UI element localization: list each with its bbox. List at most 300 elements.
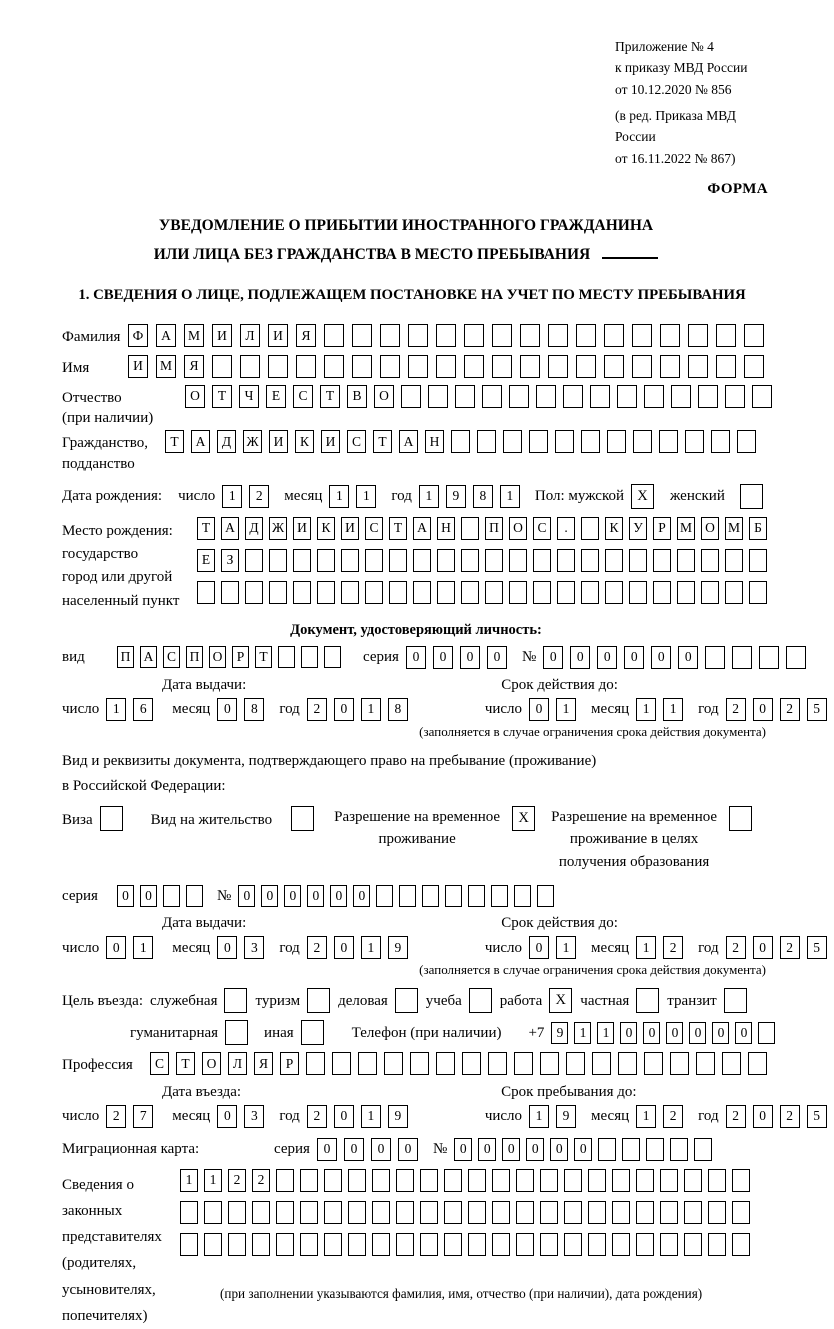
- char-box[interactable]: [324, 1233, 342, 1256]
- char-box[interactable]: Ф: [128, 324, 148, 347]
- char-box[interactable]: [659, 430, 678, 453]
- birthplace-row-2[interactable]: [197, 549, 773, 572]
- char-box[interactable]: 2: [780, 698, 800, 721]
- char-box[interactable]: Ж: [269, 517, 287, 540]
- char-box[interactable]: Д: [245, 517, 263, 540]
- char-box[interactable]: [557, 549, 575, 572]
- char-box[interactable]: [492, 1169, 510, 1192]
- char-box[interactable]: К: [317, 517, 335, 540]
- profession-boxes[interactable]: [150, 1052, 774, 1075]
- char-box[interactable]: [607, 430, 626, 453]
- char-box[interactable]: 2: [726, 1105, 746, 1128]
- char-box[interactable]: [436, 1052, 455, 1075]
- char-box[interactable]: 1: [222, 485, 242, 508]
- char-box[interactable]: [660, 1169, 678, 1192]
- char-box[interactable]: [468, 885, 485, 907]
- char-box[interactable]: [399, 885, 416, 907]
- char-box[interactable]: А: [156, 324, 176, 347]
- char-box[interactable]: [758, 1022, 775, 1044]
- char-box[interactable]: [684, 1169, 702, 1192]
- char-box[interactable]: [420, 1169, 438, 1192]
- guardians-row-1[interactable]: [180, 1169, 756, 1192]
- char-box[interactable]: [581, 430, 600, 453]
- iddoc-type-boxes[interactable]: [117, 646, 347, 668]
- char-box[interactable]: 8: [244, 698, 264, 721]
- birth-day-boxes[interactable]: [222, 485, 276, 508]
- birth-month-boxes[interactable]: [329, 485, 383, 508]
- char-box[interactable]: 1: [636, 698, 656, 721]
- char-box[interactable]: Т: [197, 517, 215, 540]
- char-box[interactable]: К: [605, 517, 623, 540]
- entry-month[interactable]: [217, 1105, 271, 1128]
- char-box[interactable]: 0: [735, 1022, 752, 1044]
- char-box[interactable]: 9: [388, 1105, 408, 1128]
- char-box[interactable]: С: [533, 517, 551, 540]
- char-box[interactable]: [592, 1052, 611, 1075]
- char-box[interactable]: [464, 355, 484, 378]
- char-box[interactable]: [716, 355, 736, 378]
- char-box[interactable]: [516, 1169, 534, 1192]
- char-box[interactable]: 9: [388, 936, 408, 959]
- char-box[interactable]: [581, 581, 599, 604]
- char-box[interactable]: [503, 430, 522, 453]
- phone-boxes[interactable]: [551, 1022, 781, 1044]
- char-box[interactable]: 0: [217, 1105, 237, 1128]
- char-box[interactable]: П: [117, 646, 134, 668]
- entry-day[interactable]: [106, 1105, 160, 1128]
- char-box[interactable]: 0: [330, 885, 347, 907]
- char-box[interactable]: 2: [663, 936, 683, 959]
- char-box[interactable]: 0: [478, 1138, 496, 1161]
- char-box[interactable]: С: [293, 385, 313, 408]
- char-box[interactable]: 0: [543, 646, 563, 669]
- char-box[interactable]: Т: [255, 646, 272, 668]
- char-box[interactable]: [358, 1052, 377, 1075]
- char-box[interactable]: [384, 1052, 403, 1075]
- char-box[interactable]: 0: [344, 1138, 364, 1161]
- char-box[interactable]: [646, 1138, 664, 1161]
- char-box[interactable]: [380, 324, 400, 347]
- char-box[interactable]: [376, 885, 393, 907]
- stay-day[interactable]: [529, 1105, 583, 1128]
- char-box[interactable]: М: [677, 517, 695, 540]
- char-box[interactable]: [396, 1233, 414, 1256]
- char-box[interactable]: Н: [425, 430, 444, 453]
- char-box[interactable]: [332, 1052, 351, 1075]
- char-box[interactable]: 2: [307, 1105, 327, 1128]
- char-box[interactable]: [644, 385, 664, 408]
- char-box[interactable]: С: [347, 430, 366, 453]
- char-box[interactable]: Л: [228, 1052, 247, 1075]
- char-box[interactable]: [437, 581, 455, 604]
- char-box[interactable]: [696, 1052, 715, 1075]
- char-box[interactable]: [445, 885, 462, 907]
- char-box[interactable]: О: [701, 517, 719, 540]
- char-box[interactable]: 0: [106, 936, 126, 959]
- purpose-business-checkbox[interactable]: [395, 988, 418, 1013]
- char-box[interactable]: [653, 581, 671, 604]
- char-box[interactable]: [461, 517, 479, 540]
- char-box[interactable]: 7: [133, 1105, 153, 1128]
- iddoc-issue-day[interactable]: [106, 698, 160, 721]
- char-box[interactable]: [436, 324, 456, 347]
- permit-issue-day[interactable]: [106, 936, 160, 959]
- char-box[interactable]: 2: [307, 698, 327, 721]
- char-box[interactable]: [372, 1233, 390, 1256]
- entry-year[interactable]: [307, 1105, 415, 1128]
- char-box[interactable]: А: [413, 517, 431, 540]
- char-box[interactable]: 3: [244, 936, 264, 959]
- char-box[interactable]: [276, 1169, 294, 1192]
- permit-series-boxes[interactable]: [117, 885, 209, 907]
- char-box[interactable]: [633, 430, 652, 453]
- char-box[interactable]: [477, 430, 496, 453]
- char-box[interactable]: [444, 1233, 462, 1256]
- char-box[interactable]: [722, 1052, 741, 1075]
- char-box[interactable]: [605, 581, 623, 604]
- iddoc-issue-year[interactable]: [307, 698, 415, 721]
- char-box[interactable]: [688, 355, 708, 378]
- char-box[interactable]: [694, 1138, 712, 1161]
- char-box[interactable]: [180, 1233, 198, 1256]
- char-box[interactable]: [588, 1233, 606, 1256]
- char-box[interactable]: 0: [624, 646, 644, 669]
- char-box[interactable]: [725, 581, 743, 604]
- char-box[interactable]: 1: [636, 1105, 656, 1128]
- char-box[interactable]: [492, 324, 512, 347]
- char-box[interactable]: [520, 324, 540, 347]
- char-box[interactable]: 2: [249, 485, 269, 508]
- char-box[interactable]: [455, 385, 475, 408]
- char-box[interactable]: [444, 1169, 462, 1192]
- char-box[interactable]: 1: [329, 485, 349, 508]
- char-box[interactable]: 0: [460, 646, 480, 669]
- surname-boxes[interactable]: [128, 324, 772, 347]
- char-box[interactable]: [677, 549, 695, 572]
- temp-residence-education-checkbox[interactable]: [729, 806, 752, 831]
- char-box[interactable]: С: [365, 517, 383, 540]
- birthplace-row-1[interactable]: [197, 517, 773, 540]
- char-box[interactable]: С: [150, 1052, 169, 1075]
- char-box[interactable]: Т: [389, 517, 407, 540]
- char-box[interactable]: 0: [651, 646, 671, 669]
- char-box[interactable]: И: [341, 517, 359, 540]
- char-box[interactable]: [537, 885, 554, 907]
- char-box[interactable]: [617, 385, 637, 408]
- char-box[interactable]: 0: [753, 698, 773, 721]
- char-box[interactable]: О: [202, 1052, 221, 1075]
- char-box[interactable]: [492, 1233, 510, 1256]
- char-box[interactable]: [588, 1201, 606, 1224]
- citizenship-boxes[interactable]: [165, 430, 763, 453]
- char-box[interactable]: [685, 430, 704, 453]
- char-box[interactable]: 3: [244, 1105, 264, 1128]
- char-box[interactable]: [451, 430, 470, 453]
- char-box[interactable]: 1: [556, 698, 576, 721]
- stay-year[interactable]: [726, 1105, 834, 1128]
- char-box[interactable]: [605, 549, 623, 572]
- char-box[interactable]: [660, 1233, 678, 1256]
- purpose-other-checkbox[interactable]: [301, 1020, 324, 1045]
- char-box[interactable]: 0: [529, 936, 549, 959]
- char-box[interactable]: 5: [807, 936, 827, 959]
- char-box[interactable]: [300, 1169, 318, 1192]
- char-box[interactable]: [576, 355, 596, 378]
- permit-valid-day[interactable]: [529, 936, 583, 959]
- char-box[interactable]: [536, 385, 556, 408]
- char-box[interactable]: 0: [140, 885, 157, 907]
- char-box[interactable]: 2: [780, 1105, 800, 1128]
- purpose-study-checkbox[interactable]: [469, 988, 492, 1013]
- char-box[interactable]: [509, 549, 527, 572]
- char-box[interactable]: [396, 1201, 414, 1224]
- char-box[interactable]: [293, 581, 311, 604]
- char-box[interactable]: 0: [487, 646, 507, 669]
- guardians-row-2[interactable]: [180, 1201, 756, 1224]
- char-box[interactable]: 0: [353, 885, 370, 907]
- char-box[interactable]: [482, 385, 502, 408]
- char-box[interactable]: [688, 324, 708, 347]
- char-box[interactable]: 1: [636, 936, 656, 959]
- char-box[interactable]: [514, 1052, 533, 1075]
- char-box[interactable]: [705, 646, 725, 669]
- char-box[interactable]: [632, 355, 652, 378]
- char-box[interactable]: [492, 1201, 510, 1224]
- char-box[interactable]: [716, 324, 736, 347]
- char-box[interactable]: [737, 430, 756, 453]
- char-box[interactable]: [670, 1052, 689, 1075]
- char-box[interactable]: П: [485, 517, 503, 540]
- char-box[interactable]: 0: [529, 698, 549, 721]
- char-box[interactable]: [492, 355, 512, 378]
- char-box[interactable]: И: [269, 430, 288, 453]
- char-box[interactable]: И: [212, 324, 232, 347]
- char-box[interactable]: [563, 385, 583, 408]
- char-box[interactable]: [180, 1201, 198, 1224]
- char-box[interactable]: 0: [753, 936, 773, 959]
- char-box[interactable]: 1: [574, 1022, 591, 1044]
- char-box[interactable]: [749, 549, 767, 572]
- char-box[interactable]: [401, 385, 421, 408]
- char-box[interactable]: 0: [406, 646, 426, 669]
- char-box[interactable]: 1: [361, 936, 381, 959]
- char-box[interactable]: О: [509, 517, 527, 540]
- char-box[interactable]: [636, 1233, 654, 1256]
- temp-residence-checkbox[interactable]: X: [512, 806, 535, 831]
- char-box[interactable]: 2: [252, 1169, 270, 1192]
- char-box[interactable]: 8: [473, 485, 493, 508]
- char-box[interactable]: [491, 885, 508, 907]
- char-box[interactable]: [671, 385, 691, 408]
- birth-year-boxes[interactable]: [419, 485, 527, 508]
- char-box[interactable]: 0: [307, 885, 324, 907]
- char-box[interactable]: 8: [388, 698, 408, 721]
- char-box[interactable]: [598, 1138, 616, 1161]
- char-box[interactable]: А: [191, 430, 210, 453]
- char-box[interactable]: [444, 1201, 462, 1224]
- char-box[interactable]: Т: [212, 385, 232, 408]
- char-box[interactable]: [612, 1233, 630, 1256]
- char-box[interactable]: 0: [643, 1022, 660, 1044]
- permit-number-boxes[interactable]: [238, 885, 560, 907]
- char-box[interactable]: 1: [361, 1105, 381, 1128]
- char-box[interactable]: 1: [106, 698, 126, 721]
- char-box[interactable]: [701, 581, 719, 604]
- purpose-humanitarian-checkbox[interactable]: [225, 1020, 248, 1045]
- migcard-series-boxes[interactable]: [317, 1138, 425, 1161]
- char-box[interactable]: [622, 1138, 640, 1161]
- char-box[interactable]: Е: [197, 549, 215, 572]
- char-box[interactable]: Е: [266, 385, 286, 408]
- char-box[interactable]: 9: [556, 1105, 576, 1128]
- char-box[interactable]: [352, 355, 372, 378]
- char-box[interactable]: 0: [433, 646, 453, 669]
- residence-permit-checkbox[interactable]: [291, 806, 314, 831]
- char-box[interactable]: [732, 1169, 750, 1192]
- char-box[interactable]: 0: [117, 885, 134, 907]
- char-box[interactable]: [461, 581, 479, 604]
- char-box[interactable]: [348, 1233, 366, 1256]
- char-box[interactable]: [306, 1052, 325, 1075]
- char-box[interactable]: [529, 430, 548, 453]
- char-box[interactable]: [245, 581, 263, 604]
- char-box[interactable]: [245, 549, 263, 572]
- iddoc-number-boxes[interactable]: [543, 646, 813, 669]
- char-box[interactable]: [540, 1052, 559, 1075]
- char-box[interactable]: [548, 324, 568, 347]
- char-box[interactable]: [752, 385, 772, 408]
- char-box[interactable]: [684, 1201, 702, 1224]
- sex-male-checkbox[interactable]: X: [631, 484, 654, 509]
- char-box[interactable]: [540, 1201, 558, 1224]
- char-box[interactable]: [278, 646, 295, 668]
- char-box[interactable]: [540, 1233, 558, 1256]
- name-boxes[interactable]: [128, 355, 772, 378]
- char-box[interactable]: [516, 1233, 534, 1256]
- char-box[interactable]: [268, 355, 288, 378]
- char-box[interactable]: 0: [678, 646, 698, 669]
- stay-month[interactable]: [636, 1105, 690, 1128]
- char-box[interactable]: [372, 1201, 390, 1224]
- char-box[interactable]: 0: [284, 885, 301, 907]
- permit-valid-month[interactable]: [636, 936, 690, 959]
- char-box[interactable]: Я: [296, 324, 316, 347]
- char-box[interactable]: [786, 646, 806, 669]
- char-box[interactable]: [590, 385, 610, 408]
- patronymic-boxes[interactable]: [185, 385, 779, 408]
- char-box[interactable]: [468, 1201, 486, 1224]
- char-box[interactable]: Я: [254, 1052, 273, 1075]
- char-box[interactable]: [296, 355, 316, 378]
- char-box[interactable]: [365, 581, 383, 604]
- char-box[interactable]: [670, 1138, 688, 1161]
- char-box[interactable]: 0: [261, 885, 278, 907]
- migcard-number-boxes[interactable]: [454, 1138, 718, 1161]
- char-box[interactable]: 2: [228, 1169, 246, 1192]
- char-box[interactable]: [516, 1201, 534, 1224]
- char-box[interactable]: [408, 355, 428, 378]
- char-box[interactable]: [372, 1169, 390, 1192]
- char-box[interactable]: [324, 1169, 342, 1192]
- char-box[interactable]: 0: [574, 1138, 592, 1161]
- iddoc-valid-day[interactable]: [529, 698, 583, 721]
- char-box[interactable]: [468, 1169, 486, 1192]
- char-box[interactable]: [566, 1052, 585, 1075]
- char-box[interactable]: 6: [133, 698, 153, 721]
- char-box[interactable]: 0: [526, 1138, 544, 1161]
- char-box[interactable]: М: [184, 324, 204, 347]
- char-box[interactable]: С: [163, 646, 180, 668]
- sex-female-checkbox[interactable]: [740, 484, 763, 509]
- permit-issue-month[interactable]: [217, 936, 271, 959]
- char-box[interactable]: 5: [807, 698, 827, 721]
- purpose-tourism-checkbox[interactable]: [307, 988, 330, 1013]
- char-box[interactable]: [461, 549, 479, 572]
- purpose-private-checkbox[interactable]: [636, 988, 659, 1013]
- char-box[interactable]: [604, 355, 624, 378]
- char-box[interactable]: [204, 1201, 222, 1224]
- char-box[interactable]: [612, 1169, 630, 1192]
- char-box[interactable]: О: [374, 385, 394, 408]
- char-box[interactable]: [464, 324, 484, 347]
- char-box[interactable]: [636, 1201, 654, 1224]
- char-box[interactable]: [163, 885, 180, 907]
- char-box[interactable]: У: [629, 517, 647, 540]
- char-box[interactable]: [485, 581, 503, 604]
- char-box[interactable]: Р: [653, 517, 671, 540]
- char-box[interactable]: [725, 385, 745, 408]
- char-box[interactable]: 2: [307, 936, 327, 959]
- char-box[interactable]: [564, 1233, 582, 1256]
- char-box[interactable]: [564, 1169, 582, 1192]
- char-box[interactable]: [533, 581, 551, 604]
- char-box[interactable]: [413, 581, 431, 604]
- char-box[interactable]: А: [399, 430, 418, 453]
- char-box[interactable]: [588, 1169, 606, 1192]
- char-box[interactable]: [269, 549, 287, 572]
- purpose-work-checkbox[interactable]: X: [549, 988, 572, 1013]
- char-box[interactable]: М: [156, 355, 176, 378]
- char-box[interactable]: [604, 324, 624, 347]
- char-box[interactable]: [228, 1233, 246, 1256]
- char-box[interactable]: [324, 324, 344, 347]
- char-box[interactable]: [701, 549, 719, 572]
- char-box[interactable]: [276, 1233, 294, 1256]
- char-box[interactable]: К: [295, 430, 314, 453]
- char-box[interactable]: Т: [373, 430, 392, 453]
- char-box[interactable]: [389, 549, 407, 572]
- permit-valid-year[interactable]: [726, 936, 834, 959]
- char-box[interactable]: [732, 646, 752, 669]
- char-box[interactable]: 9: [551, 1022, 568, 1044]
- char-box[interactable]: [677, 581, 695, 604]
- char-box[interactable]: [324, 646, 341, 668]
- char-box[interactable]: 1: [180, 1169, 198, 1192]
- char-box[interactable]: 0: [317, 1138, 337, 1161]
- char-box[interactable]: [564, 1201, 582, 1224]
- char-box[interactable]: [744, 324, 764, 347]
- char-box[interactable]: [428, 385, 448, 408]
- char-box[interactable]: [748, 1052, 767, 1075]
- char-box[interactable]: А: [140, 646, 157, 668]
- char-box[interactable]: [660, 324, 680, 347]
- char-box[interactable]: [324, 355, 344, 378]
- char-box[interactable]: 1: [529, 1105, 549, 1128]
- char-box[interactable]: [576, 324, 596, 347]
- char-box[interactable]: Я: [184, 355, 204, 378]
- char-box[interactable]: [422, 885, 439, 907]
- char-box[interactable]: 0: [238, 885, 255, 907]
